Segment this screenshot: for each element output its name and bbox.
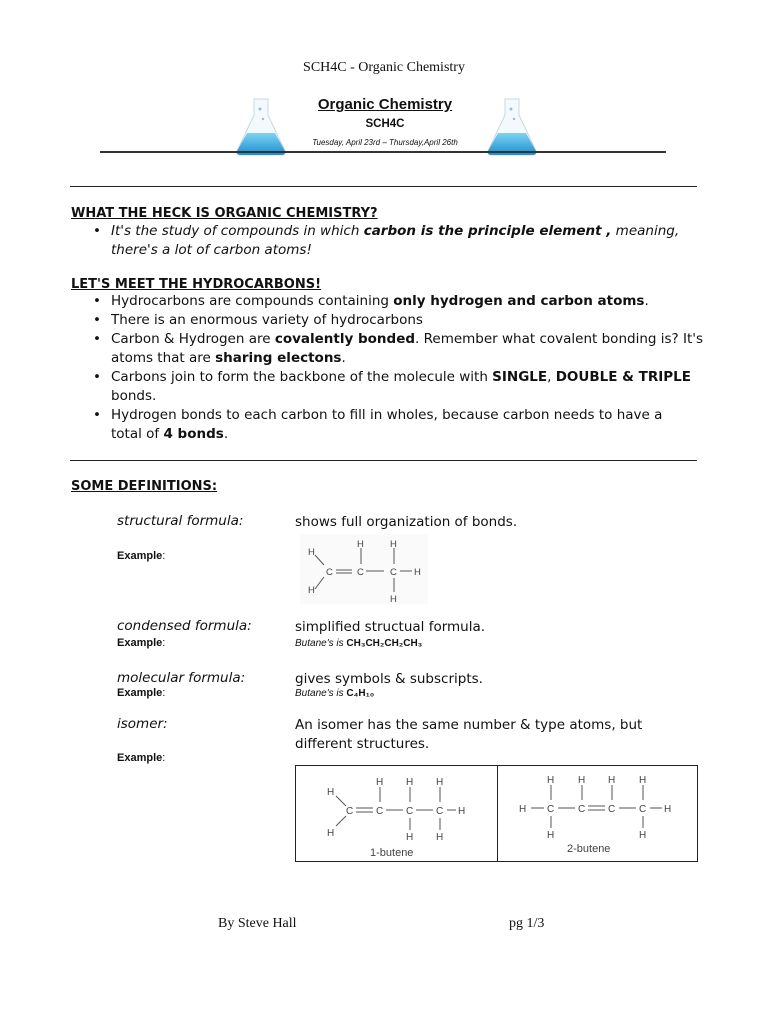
footer-page-number: pg 1/3 <box>509 916 545 931</box>
example-label <box>117 550 165 562</box>
text: atoms that are <box>111 350 216 366</box>
text: total of <box>111 426 164 442</box>
example-label <box>117 637 165 649</box>
bold-text: covalently bonded <box>274 331 416 347</box>
condensed-example <box>295 638 422 649</box>
hydrogen-atom: H <box>308 585 315 596</box>
molecular-example <box>295 688 374 699</box>
term-structural: structural formula: <box>117 513 244 529</box>
butene-1-diagram <box>316 772 486 858</box>
hydrogen-atom: H <box>639 830 647 841</box>
carbon-atom: C <box>608 804 616 815</box>
hydrogen-atom: H <box>458 806 466 817</box>
hydrogen-atom: H <box>639 775 647 786</box>
list-item <box>87 406 707 444</box>
bold-text: SINGLE <box>492 369 548 385</box>
carbon-atom: C <box>390 567 397 578</box>
term-condensed: condensed formula: <box>117 618 252 634</box>
def-condensed: simplified structual formula. <box>295 619 486 635</box>
hydrogen-atom: H <box>436 832 444 843</box>
text: An isomer has the same number & type atoms, but <box>295 717 643 733</box>
table-divider <box>497 766 498 861</box>
hydrogen-atom: H <box>436 777 444 788</box>
carbon-atom: C <box>326 567 333 578</box>
label: Example <box>117 550 163 562</box>
def-structural: shows full organization of bonds. <box>295 514 518 530</box>
hydrogen-atom: H <box>406 832 414 843</box>
text: There is an enormous variety of hydrocarbons <box>111 312 423 328</box>
hydrogen-atom: H <box>578 775 586 786</box>
example-label <box>117 687 165 699</box>
carbon-atom: C <box>436 806 444 817</box>
text: Carbon & Hydrogen are <box>111 331 275 347</box>
isomer-caption: 1-butene <box>370 847 414 858</box>
text: Carbons join to form the backbone of the molecule with <box>111 369 493 385</box>
heading-text: SOME DEFINITIONS <box>71 479 212 494</box>
text: . <box>644 293 649 309</box>
carbon-atom: C <box>578 804 586 815</box>
def-molecular: gives symbols & subscripts. <box>295 671 483 687</box>
hydrogen-atom: H <box>390 539 397 550</box>
hydrogen-atom: H <box>357 539 364 550</box>
hydrogen-atom: H <box>414 567 421 578</box>
bold-text: only hydrogen and carbon atoms <box>393 293 645 309</box>
isomer-caption: 2-butene <box>567 843 611 855</box>
text: Hydrocarbons are compounds containing <box>111 293 394 309</box>
carbon-atom: C <box>357 567 364 578</box>
bold-text: carbon is the principle element , <box>363 223 612 239</box>
list-item <box>87 311 707 330</box>
bold-text: DOUBLE & TRIPLE <box>555 369 691 385</box>
colon: : <box>162 550 166 562</box>
list-item <box>87 292 707 311</box>
hydrogen-atom: H <box>664 804 672 815</box>
hydrogen-atom: H <box>327 828 335 839</box>
text: there's a lot of carbon atoms! <box>111 242 312 258</box>
section-heading-what: WHAT THE HECK IS ORGANIC CHEMISTRY? <box>71 206 378 221</box>
hydrogen-atom: H <box>547 830 555 841</box>
text: bonds. <box>111 388 157 404</box>
carbon-atom: C <box>547 804 555 815</box>
molecular-formula: C₄H₁₀ <box>346 688 375 699</box>
text: meaning, <box>611 223 680 239</box>
label: Example <box>117 752 163 764</box>
colon: : <box>162 687 166 699</box>
section-divider <box>70 186 697 187</box>
text: Hydrogen bonds to each carbon to fill in wholes, because carbon needs to have a <box>111 407 663 423</box>
carbon-atom: C <box>376 806 384 817</box>
section1-list <box>87 222 697 260</box>
bold-text: 4 bonds <box>163 426 224 442</box>
hydrogen-atom: H <box>547 775 555 786</box>
list-item <box>87 222 697 260</box>
term-isomer: isomer: <box>117 716 168 732</box>
footer-author: By Steve Hall <box>218 916 297 931</box>
text: Butane's is <box>295 688 347 699</box>
text: . <box>341 350 346 366</box>
hydrogen-atom: H <box>376 777 384 788</box>
carbon-atom: C <box>406 806 414 817</box>
carbon-atom: C <box>639 804 647 815</box>
hydrogen-atom: H <box>519 804 527 815</box>
text: . <box>223 426 229 442</box>
bold-text: sharing electons <box>215 350 342 366</box>
text: It's the study of compounds in which <box>111 223 364 239</box>
def-isomer <box>295 716 695 754</box>
section-heading-hydrocarbons: LET'S MEET THE HYDROCARBONS! <box>71 277 322 292</box>
hydrogen-atom: H <box>308 547 315 558</box>
header-divider <box>100 151 666 153</box>
condensed-formula: CH₃CH₂CH₂CH₃ <box>346 638 423 649</box>
term-molecular: molecular formula: <box>117 670 246 686</box>
date-range: Tuesday, April 23rd – Thursday,April 26th <box>312 138 458 147</box>
colon: : <box>162 752 166 764</box>
hydrogen-atom: H <box>608 775 616 786</box>
list-item <box>87 330 707 368</box>
label: Example <box>117 687 163 699</box>
document-title: Organic Chemistry <box>317 96 453 113</box>
list-item <box>87 368 707 406</box>
section-divider <box>70 460 697 461</box>
hydrogen-atom: H <box>406 777 414 788</box>
running-title: SCH4C - Organic Chemistry <box>303 60 465 75</box>
hydrogen-atom: H <box>390 594 397 604</box>
butene-2-diagram <box>511 772 691 858</box>
text: different structures. <box>295 736 430 752</box>
text: , <box>547 369 556 385</box>
colon: : <box>162 637 166 649</box>
label: Example <box>117 637 163 649</box>
carbon-atom: C <box>346 806 354 817</box>
hydrogen-atom: H <box>327 787 335 798</box>
structural-formula-diagram <box>300 534 428 604</box>
text: . Remember what covalent bonding is? It's <box>415 331 703 347</box>
course-code: SCH4C <box>365 118 405 130</box>
example-label <box>117 752 165 764</box>
section2-list <box>87 292 707 444</box>
heading-colon: : <box>211 479 218 494</box>
isomer-comparison-table <box>295 765 698 862</box>
section-heading-definitions <box>71 477 217 496</box>
text: Butane's is <box>295 638 347 649</box>
